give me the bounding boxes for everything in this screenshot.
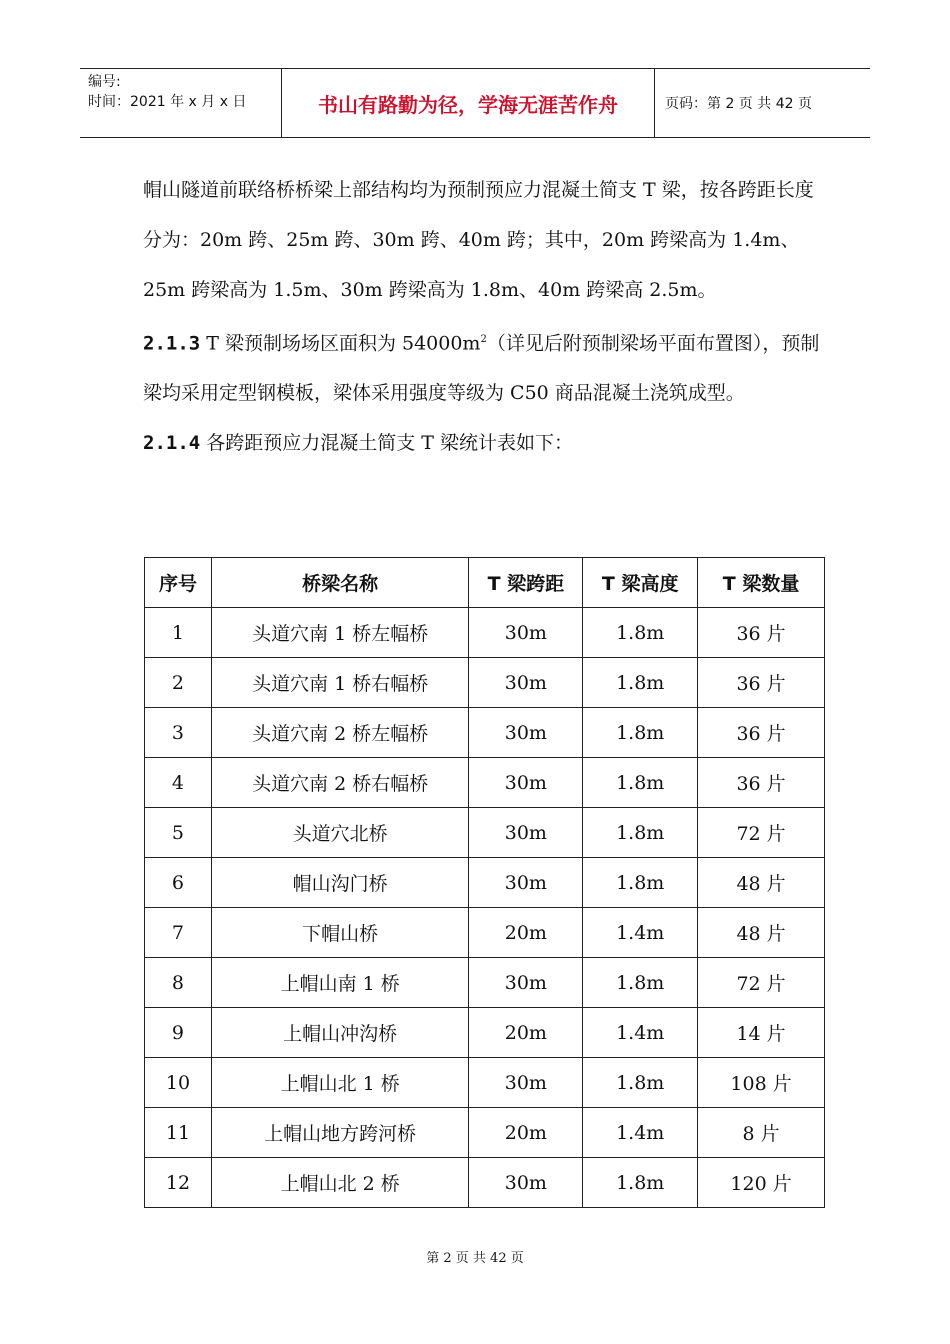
- document-body: [143, 165, 823, 468]
- section-number: 2.1.3: [143, 332, 201, 355]
- table-cell: 14 片: [698, 1008, 825, 1058]
- table-cell: 下帽山桥: [211, 908, 469, 958]
- table-cell: 11: [145, 1108, 212, 1158]
- table-cell: 4: [145, 758, 212, 808]
- table-cell: 30m: [469, 658, 583, 708]
- table-cell: 1.4m: [583, 908, 698, 958]
- table-row: [145, 658, 825, 708]
- header-motto: 书山有路勤为径，学海无涯苦作舟: [282, 69, 655, 137]
- table-cell: 上帽山北 2 桥: [211, 1158, 469, 1208]
- table-cell: 30m: [469, 758, 583, 808]
- table-cell: 6: [145, 858, 212, 908]
- header-cell: 桥梁名称: [211, 558, 469, 608]
- t-beam-stats-table: [144, 557, 825, 1208]
- table-header-row: [145, 558, 825, 608]
- table-row: [145, 1008, 825, 1058]
- page-footer: 第 2 页 共 42 页: [426, 1251, 524, 1266]
- table-cell: 36 片: [698, 758, 825, 808]
- table-cell: 1.4m: [583, 1008, 698, 1058]
- paragraph-2-1-4: [143, 418, 823, 468]
- table-cell: 9: [145, 1008, 212, 1058]
- table-cell: 30m: [469, 608, 583, 658]
- table-cell: 头道穴南 1 桥右幅桥: [211, 658, 469, 708]
- table-row: [145, 758, 825, 808]
- table-cell: 20m: [469, 1008, 583, 1058]
- table-cell: 1.4m: [583, 1108, 698, 1158]
- table-cell: 上帽山南 1 桥: [211, 958, 469, 1008]
- table-cell: 30m: [469, 958, 583, 1008]
- header-time-label: 时间：2021 年 x 月 x 日: [88, 94, 247, 110]
- header-cell: T 梁跨距: [469, 558, 583, 608]
- section-text: 各跨距预应力混凝土简支 T 梁统计表如下：: [200, 432, 573, 455]
- table-cell: 72 片: [698, 958, 825, 1008]
- table-cell: 30m: [469, 1158, 583, 1208]
- table-row: [145, 708, 825, 758]
- table-cell: 2: [145, 658, 212, 708]
- table-cell: 36 片: [698, 608, 825, 658]
- table-row: [145, 858, 825, 908]
- table-cell: 上帽山北 1 桥: [211, 1058, 469, 1108]
- table-row: [145, 1158, 825, 1208]
- table-cell: 36 片: [698, 658, 825, 708]
- header-cell: T 梁高度: [583, 558, 698, 608]
- paragraph-2-1-3: [143, 315, 823, 418]
- header-cell: 序号: [145, 558, 212, 608]
- table-cell: 1.8m: [583, 958, 698, 1008]
- table-cell: 1: [145, 608, 212, 658]
- table-cell: 1.8m: [583, 858, 698, 908]
- table-cell: 头道穴南 2 桥左幅桥: [211, 708, 469, 758]
- table-cell: 帽山沟门桥: [211, 858, 469, 908]
- table-cell: 头道穴南 1 桥左幅桥: [211, 608, 469, 658]
- table-cell: 上帽山地方跨河桥: [211, 1108, 469, 1158]
- header-number-label: 编号:: [88, 74, 121, 90]
- table-cell: 36 片: [698, 708, 825, 758]
- table-cell: 20m: [469, 1108, 583, 1158]
- header-page-info: 页码：第 2 页 共 42 页: [665, 96, 812, 112]
- table-cell: 48 片: [698, 858, 825, 908]
- table-cell: 30m: [469, 808, 583, 858]
- table-cell: 48 片: [698, 908, 825, 958]
- table-cell: 1.8m: [583, 708, 698, 758]
- section-number: 2.1.4: [143, 432, 201, 455]
- table-body: [145, 608, 825, 1208]
- page-header: [80, 68, 870, 138]
- table-cell: 8 片: [698, 1108, 825, 1158]
- table-cell: 1.8m: [583, 1058, 698, 1108]
- table-row: [145, 908, 825, 958]
- table-cell: 30m: [469, 1058, 583, 1108]
- section-text-b: （详见后附预制梁场平面布置图），预制梁均采用定型钢模板，梁体采用强度等级为 C50 商品混凝土浇筑成型。: [143, 332, 820, 405]
- superscript: 2: [480, 334, 487, 345]
- table-cell: 5: [145, 808, 212, 858]
- table-cell: 1.8m: [583, 1158, 698, 1208]
- table-cell: 头道穴北桥: [211, 808, 469, 858]
- table-cell: 12: [145, 1158, 212, 1208]
- table-cell: 3: [145, 708, 212, 758]
- table-cell: 120 片: [698, 1158, 825, 1208]
- table-cell: 8: [145, 958, 212, 1008]
- table-cell: 1.8m: [583, 758, 698, 808]
- table-cell: 1.8m: [583, 608, 698, 658]
- table-row: [145, 958, 825, 1008]
- table-cell: 1.8m: [583, 808, 698, 858]
- table-cell: 10: [145, 1058, 212, 1108]
- table-cell: 7: [145, 908, 212, 958]
- table-cell: 上帽山冲沟桥: [211, 1008, 469, 1058]
- table-row: [145, 608, 825, 658]
- table-cell: 1.8m: [583, 658, 698, 708]
- table-row: [145, 1108, 825, 1158]
- table-cell: 头道穴南 2 桥右幅桥: [211, 758, 469, 808]
- table-cell: 20m: [469, 908, 583, 958]
- table-cell: 108 片: [698, 1058, 825, 1108]
- header-meta: [80, 69, 282, 137]
- table-cell: 30m: [469, 708, 583, 758]
- section-text-a: T 梁预制场场区面积为 54000m: [200, 332, 481, 355]
- table-row: [145, 1058, 825, 1108]
- table-cell: 72 片: [698, 808, 825, 858]
- header-cell: T 梁数量: [698, 558, 825, 608]
- table-row: [145, 808, 825, 858]
- table-cell: 30m: [469, 858, 583, 908]
- paragraph-1: 帽山隧道前联络桥桥梁上部结构均为预制预应力混凝土简支 T 梁，按各跨距长度分为：20m 跨、25m 跨、30m 跨、40m 跨；其中，20m 跨梁高为 1.4m、25m 跨梁高为 1.5m、30m 跨梁高为 1.8m、40m 跨梁高 2.5m。: [143, 179, 814, 301]
